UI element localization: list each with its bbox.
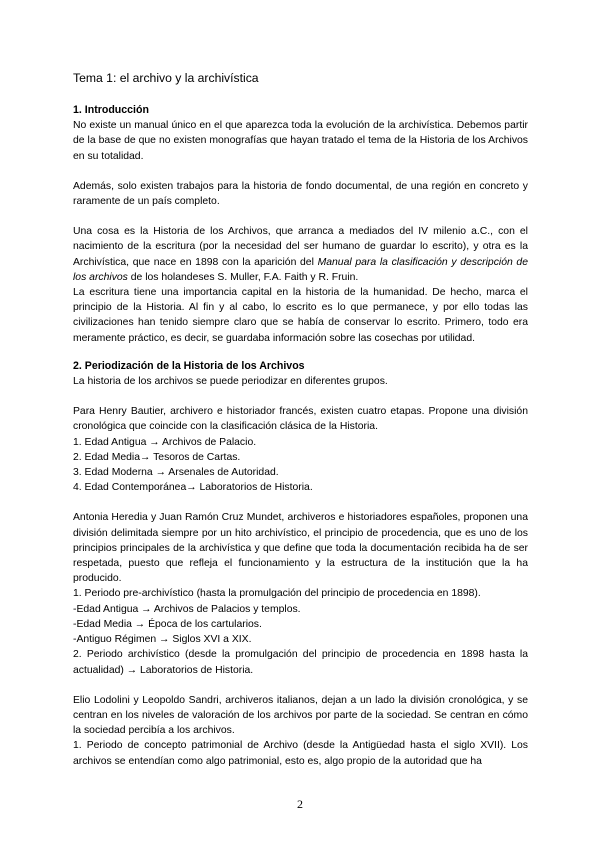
section-heading-introduccion: 1. Introducción xyxy=(73,104,149,116)
paragraph-bautier: Para Henry Bautier, archivero e historiador francés, existen cuatro etapas. Propone una división cronológica que coincide con la clasificación clásica de la Historia. xyxy=(73,406,528,433)
paragraph-lodolini: Elio Lodolini y Leopoldo Sandri, archiveros italianos, dejan a un lado la división cronológica, y se centran en los niveles de valoración de los archivos por parte de la sociedad. Se centran en cómo la sociedad percibía a los archivos. xyxy=(73,694,528,737)
list-item: 3. Edad Moderna → Arsenales de Autoridad. xyxy=(73,467,279,479)
document-title: Tema 1: el archivo y la archivística xyxy=(73,71,259,85)
paragraph: La escritura tiene una importancia capital en la historia de la humanidad. De hecho, marca el principio de la Historia. Al fin y al cabo, lo escrito es lo que permanece, y por ello todas las civilizaciones han tenido siempre claro que se había de conservar lo escrito. Primero, todo era meramente práctico, es decir, se guardaba información sobre las cosechas por utilidad. xyxy=(73,287,528,344)
list-item: 1. Periodo pre-archivístico (hasta la promulgación del principio de procedencia en 1898). xyxy=(73,588,481,600)
page-content xyxy=(73,70,528,769)
paragraph: 1. Periodo de concepto patrimonial de Archivo (desde la Antigüedad hasta el siglo XVII). Los archivos se entendían como algo patrimonial, esto es, algo propio de la autoridad que ha xyxy=(73,740,528,767)
paragraph-text: Una cosa es la Historia de los Archivos, que arranca a mediados del IV milenio a.C., con el nacimiento de la escritura (por la necesidad del ser humano de guardar lo escrito), y otra es la Archivística, que nace en 1898 con la aparición del xyxy=(73,226,528,268)
list-item: -Edad Media → Época de los cartularios. xyxy=(73,618,262,630)
list-item: 2. Periodo archivístico (desde la promulgación del principio de procedencia en 1898 hasta la actualidad) → Laboratorios de Historia. xyxy=(73,649,528,676)
section-heading-periodizacion: 2. Periodización de la Historia de los Archivos xyxy=(73,359,305,372)
list-item: 2. Edad Media→ Tesoros de Cartas. xyxy=(73,451,241,463)
paragraph-text: de los holandeses S. Muller, F.A. Faith y R. Fruin. xyxy=(127,271,359,283)
paragraph-heredia: Antonia Heredia y Juan Ramón Cruz Mundet, archiveros e historiadores españoles, proponen una división delimitada siempre por un hito archivístico, el principio de procedencia, que es uno de los principios principales de la archivística y que define que toda la documentación recibida ha de ser respetada, puesto que refleja el funcionamiento y la estructura de la institución que la ha producido. xyxy=(73,512,528,585)
list-item: -Edad Antigua → Archivos de Palacios y templos. xyxy=(73,603,301,615)
paragraph: La historia de los archivos se puede periodizar en diferentes grupos. xyxy=(73,376,388,388)
paragraph: Además, solo existen trabajos para la historia de fondo documental, de una región en concreto y raramente de un país completo. xyxy=(73,180,528,208)
book-title: Manual para la clasificación y descripción de los archivos xyxy=(73,256,528,283)
list-item: 1. Edad Antigua → Archivos de Palacio. xyxy=(73,436,257,448)
paragraph-archivistica xyxy=(73,224,528,285)
page-number: 2 xyxy=(297,797,303,811)
list-item: -Antiguo Régimen → Siglos XVI a XIX. xyxy=(73,634,252,646)
list-item: 4. Edad Contemporánea→ Laboratorios de Historia. xyxy=(73,482,313,494)
paragraph: No existe un manual único en el que aparezca toda la evolución de la archivística. Debemos partir de la base de que no existen monografías que hayan tratado el tema de la Historia de los Archivos en su totalidad. xyxy=(73,120,528,162)
